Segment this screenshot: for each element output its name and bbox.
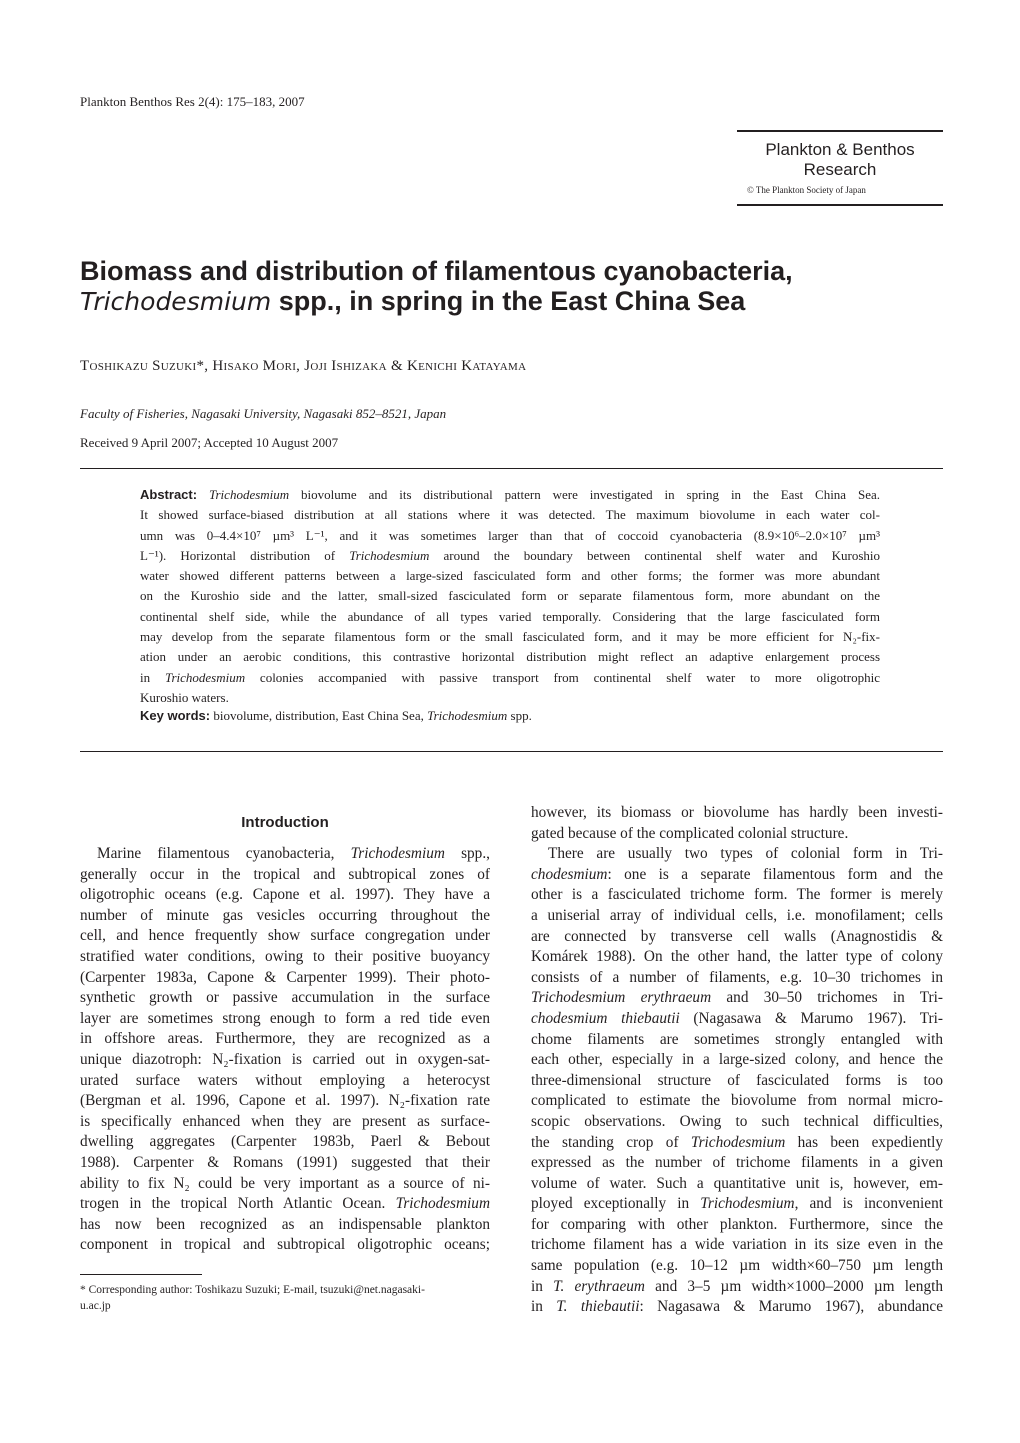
abstract-line: umn was 0–4.4×10⁷ µm³ L⁻¹, and it was sometimes larger than that of coccoid cyanobacteria (8.9×10⁶–2.0×10⁷ µm³ (140, 527, 880, 543)
body-line: synthetic growth or passive accumulation in the surface (80, 989, 490, 1007)
body-line: has now been recognized as an indispensable plankton (80, 1215, 490, 1233)
body-line: trogen in the tropical North Atlantic Ocean. Trichodesmium (80, 1195, 490, 1213)
abstract-line: in Trichodesmium colonies accompanied with passive transport from continental shelf water to more oligotrophic (140, 669, 880, 685)
body-line: other is a fasciculated trichome form. The former is merely (531, 886, 943, 904)
body-line: unique diazotroph: N₂-fixation is carried out in oxygen-sat- (80, 1050, 490, 1068)
affiliation: Faculty of Fisheries, Nagasaki University, Nagasaki 852–8521, Japan (80, 406, 447, 421)
abstract-line: may develop from the separate filamentous form or the small fasciculated form, and it may be more efficient for N₂-fix- (140, 629, 880, 645)
body-line: three-dimensional structure of fasciculated forms is too (531, 1071, 943, 1089)
abstract-label: Abstract: (140, 487, 198, 502)
keywords (140, 708, 532, 724)
body-line: stratified water conditions, owing to their positive buoyancy (80, 947, 490, 965)
body-line: volume of water. Such a quantitative unit is, however, em- (531, 1174, 943, 1192)
journal-citation: Plankton Benthos Res 2(4): 175–183, 2007 (80, 94, 305, 109)
right-column (531, 803, 943, 1318)
body-line: Komárek 1988). On the other hand, the latter type of colony (531, 948, 943, 966)
keywords-label: Key words: (140, 708, 211, 723)
body-line: There are usually two types of colonial form in Tri- (548, 845, 943, 863)
abstract-line (140, 485, 880, 505)
abstract (140, 485, 880, 708)
body-line: same population (e.g. 10–12 µm width×60–750 µm length (531, 1257, 943, 1275)
left-column (80, 844, 490, 1256)
section-heading: Introduction (241, 814, 329, 831)
journal-name-line2: Research (803, 160, 877, 179)
abstract-line: Kuroshio waters. (140, 689, 229, 705)
body-line: Marine filamentous cyanobacteria, Trichodesmium spp., (97, 845, 490, 862)
body-line: scopic observations. Owing to such technical difficulties, (531, 1112, 943, 1130)
keywords-text: biovolume, distribution, East China Sea, Trichodesmium spp. (210, 708, 532, 723)
body-line: in T. erythraeum and 3–5 µm width×1000–2000 µm length (531, 1277, 943, 1295)
title-line1: Biomass and distribution of filamentous cyanobacteria, (80, 256, 793, 286)
abstract-line: water showed different patterns between a large-sized fasciculated form and other forms; the former was more abundant (140, 568, 880, 584)
article-title (80, 256, 793, 317)
abstract-line: L⁻¹). Horizontal distribution of Trichodesmium around the boundary between continental shelf water and Kuroshio (140, 547, 880, 563)
title-genus: Trichodesmium (80, 287, 272, 316)
abstract-line: continental shelf side, while the abundance of all types varied temporally. Considering that the large fasciculated form (140, 608, 880, 624)
body-line: number of minute gas vesicles occurring throughout the (80, 906, 490, 924)
body-line: in offshore areas. Furthermore, they are recognized as a (80, 1030, 490, 1048)
abstract-line: on the Kuroshio side and the latter, small-sized fasciculated form or separate filamentous form, more abundant on the (140, 588, 880, 604)
body-line: complicated to estimate the biovolume from normal micro- (531, 1092, 943, 1110)
footnote-line: * Corresponding author: Toshikazu Suzuki; E-mail, tsuzuki@net.nagasaki- (80, 1284, 425, 1296)
body-line: cell, and hence frequently show surface congregation under (80, 927, 490, 945)
body-line: the standing crop of Trichodesmium has been expediently (531, 1133, 943, 1151)
body-line: dwelling aggregates (Carpenter 1983b, Paerl & Bebout (80, 1133, 490, 1151)
body-line: each other, especially in a large-sized colony, and hence the (531, 1051, 943, 1069)
divider-bottom (80, 751, 943, 752)
body-line: consists of a number of filaments, e.g. 10–30 trichomes in (531, 968, 943, 986)
footnote-rule (80, 1274, 202, 1275)
authors: Toshikazu Suzuki*, Hisako Mori, Joji Ishizaka & Kenichi Katayama (80, 358, 527, 374)
journal-logo (737, 130, 943, 206)
journal-name-line1: Plankton & Benthos (765, 140, 915, 159)
body-line: urated surface waters without employing a heterocyst (80, 1071, 490, 1089)
body-line: oligotrophic oceans (e.g. Capone et al. 1997). They have a (80, 886, 490, 904)
abstract-text: Trichodesmium biovolume and its distributional pattern were investigated in spring in the East China Sea. (208, 487, 880, 502)
body-line: chodesmium thiebautii (Nagasawa & Marumo 1967). Tri- (531, 1009, 943, 1027)
title-line2: spp., in spring in the East China Sea (271, 286, 746, 316)
body-line: 1988). Carpenter & Romans (1991) suggested that their (80, 1153, 490, 1171)
body-line: are connected by transverse cell walls (Anagnostidis & (531, 927, 943, 945)
body-line: component in tropical and subtropical oligotrophic oceans; (80, 1236, 490, 1254)
body-line: layer are sometimes strong enough to form a red tide even (80, 1009, 490, 1027)
abstract-line: ation under an aerobic conditions, this contrastive horizontal distribution might reflect an adaptive enlargement process (140, 649, 880, 665)
body-line: (Carpenter 1983a, Capone & Carpenter 1999). Their photo- (80, 968, 490, 986)
body-line: chodesmium: one is a separate filamentous form and the (531, 865, 943, 883)
divider-top (80, 468, 943, 469)
body-line: ability to fix N₂ could be very important as a source of ni- (80, 1174, 490, 1192)
body-line: for comparing with other plankton. Furthermore, since the (531, 1215, 943, 1233)
footnote (80, 1282, 492, 1314)
body-line: expressed as the number of trichome filaments in a given (531, 1154, 943, 1172)
body-line: chome filaments are sometimes strongly entangled with (531, 1030, 943, 1048)
body-line: gated because of the complicated colonial structure. (531, 824, 849, 842)
received-date: Received 9 April 2007; Accepted 10 August 2007 (80, 435, 339, 450)
body-line: however, its biomass or biovolume has hardly been investi- (531, 804, 943, 821)
body-line: in T. thiebautii: Nagasawa & Marumo 1967), abundance (531, 1298, 943, 1316)
footnote-line: u.ac.jp (80, 1300, 111, 1312)
abstract-line: It showed surface-biased distribution at all stations where it was detected. The maximum biovolume in each water col- (140, 507, 880, 523)
body-line: is specifically enhanced when they are present as surface- (80, 1112, 490, 1130)
body-line: ployed exceptionally in Trichodesmium, and is inconvenient (531, 1195, 943, 1213)
copyright: © The Plankton Society of Japan (747, 185, 866, 195)
body-line: generally occur in the tropical and subtropical zones of (80, 865, 490, 883)
body-line: (Bergman et al. 1996, Capone et al. 1997). N₂-fixation rate (80, 1092, 490, 1110)
body-line: trichome filament has a wide variation in its size even in the (531, 1236, 943, 1254)
body-line: Trichodesmium erythraeum and 30–50 trichomes in Tri- (531, 989, 943, 1007)
body-line: a uniserial array of individual cells, i.e. monofilament; cells (531, 906, 943, 924)
